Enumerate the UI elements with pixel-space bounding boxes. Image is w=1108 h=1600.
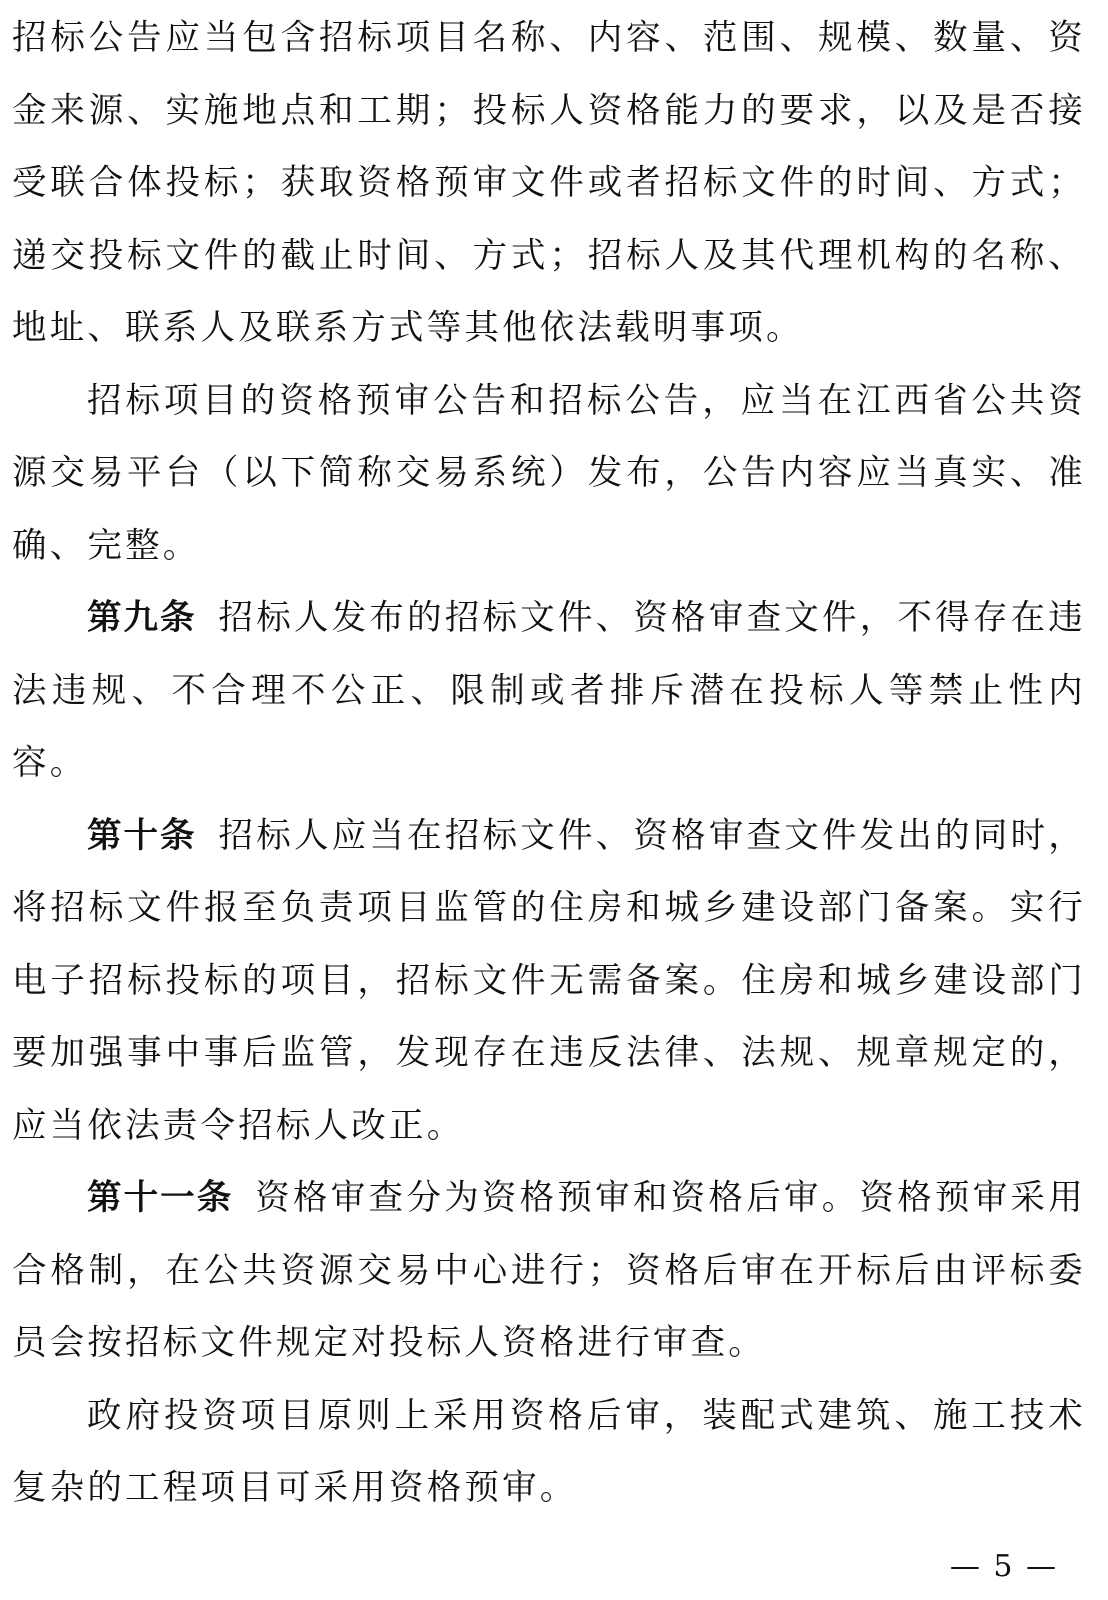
paragraph-text: 招标公告应当包含招标项目名称、内容、范围、规模、数量、资金来源、实施地点和工期；投标人资格能力的要求，以及是否接受联合体投标；获取资格预审文件或者招标文件的时间、方式；递交投标文件的截止时间、方式；招标人及其代理机构的名称、地址、联系人及联系方式等其他依法载明事项。 xyxy=(12,18,1086,348)
article-9 xyxy=(12,582,1086,800)
paragraph-text: 招标人发布的招标文件、资格审查文件，不得存在违法违规、不合理不公正、限制或者排斥潜在投标人等禁止性内容。 xyxy=(12,598,1086,783)
paragraph xyxy=(12,365,1086,583)
paragraph-text: 资格审查分为资格预审和资格后审。资格预审采用合格制，在公共资源交易中心进行；资格后审在开标后由评标委员会按招标文件规定对投标人资格进行审查。 xyxy=(12,1178,1087,1363)
article-number: 第十一条 xyxy=(87,1178,234,1218)
page-number: — 5 — xyxy=(949,1549,1058,1584)
article-number: 第九条 xyxy=(87,598,197,638)
paragraph-text: 招标项目的资格预审公告和招标公告，应当在江西省公共资源交易平台（以下简称交易系统）发布，公告内容应当真实、准确、完整。 xyxy=(12,380,1086,566)
paragraph xyxy=(12,1380,1086,1525)
paragraph-text: 政府投资项目原则上采用资格后审，装配式建筑、施工技术复杂的工程项目可采用资格预审。 xyxy=(12,1395,1086,1508)
document-page xyxy=(12,2,1086,1525)
article-11 xyxy=(12,1162,1086,1380)
paragraph-text: 招标人应当在招标文件、资格审查文件发出的同时，将招标文件报至负责项目监管的住房和城乡建设部门备案。实行电子招标投标的项目，招标文件无需备案。住房和城乡建设部门要加强事中事后监管，发现存在违反法律、法规、规章规定的，应当依法责令招标人改正。 xyxy=(12,815,1086,1146)
article-number: 第十条 xyxy=(87,815,197,856)
article-10 xyxy=(12,800,1086,1163)
paragraph-continuation xyxy=(12,2,1086,365)
